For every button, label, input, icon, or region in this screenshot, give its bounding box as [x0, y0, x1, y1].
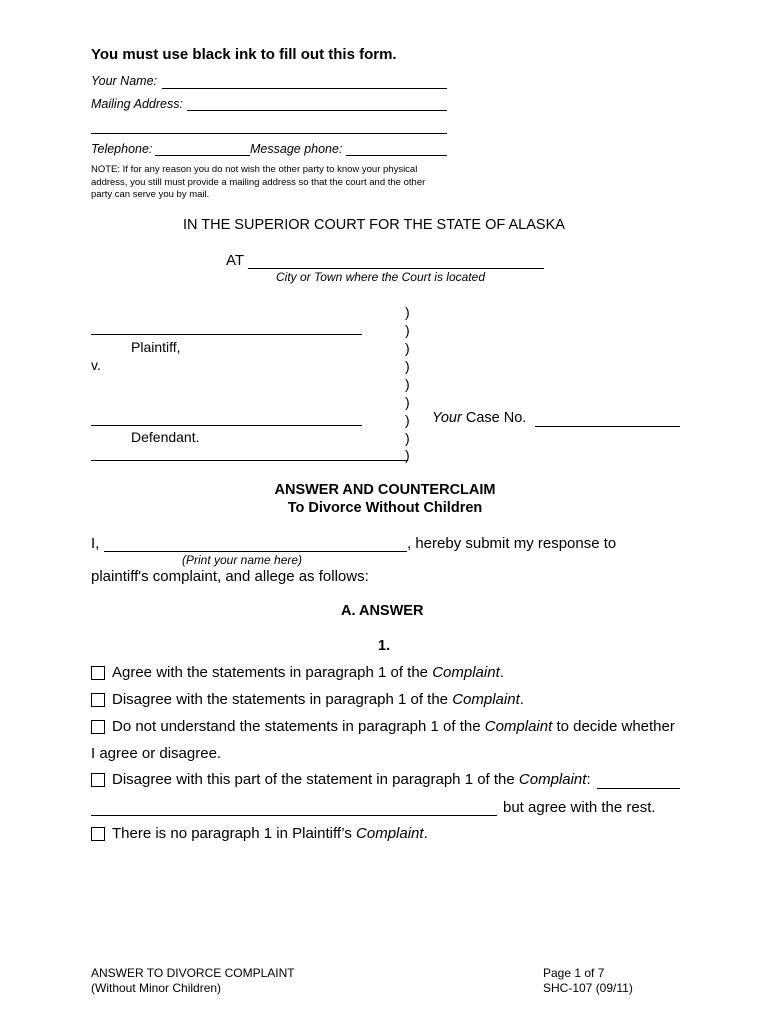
page-number: Page 1 of 7: [543, 966, 605, 980]
footer-left: [91, 966, 295, 996]
not-understand-text: Do not understand the statements in paragraph 1 of the: [112, 718, 485, 735]
ink-notice: You must use black ink to fill out this form.: [91, 46, 397, 63]
court-location-caption: City or Town where the Court is located: [276, 270, 485, 284]
intro-line2: plaintiff's complaint, and allege as follows:: [91, 568, 369, 585]
caption-paren: ): [405, 304, 410, 320]
colon: :: [586, 771, 591, 788]
defendant-name-field[interactable]: [91, 425, 362, 426]
caption-paren: ): [405, 358, 410, 374]
not-understand-line2: I agree or disagree.: [91, 745, 222, 762]
at-label: AT: [226, 252, 245, 269]
mailing-address-field[interactable]: [187, 110, 447, 111]
complaint-word: Complaint: [356, 825, 424, 842]
complaint-word: Complaint: [518, 771, 587, 788]
plaintiff-label: Plaintiff,: [131, 339, 181, 355]
period: .: [423, 825, 428, 842]
form-code: SHC-107 (09/11): [543, 981, 633, 995]
defendant-label: Defendant.: [131, 429, 200, 445]
note-line: NOTE: If for any reason you do not wish the other party to know your physical: [91, 164, 418, 175]
not-understand-checkbox[interactable]: [91, 720, 105, 734]
court-title: IN THE SUPERIOR COURT FOR THE STATE OF ALASKA: [183, 217, 565, 233]
plaintiff-name-field[interactable]: [91, 334, 362, 335]
caption-paren: ): [405, 447, 410, 463]
caption-paren: ): [405, 340, 410, 356]
footer-right: [543, 966, 633, 996]
not-understand-option-label: [112, 718, 675, 735]
agree-checkbox[interactable]: [91, 666, 105, 680]
disagree-checkbox[interactable]: [91, 693, 105, 707]
no-paragraph-checkbox[interactable]: [91, 827, 105, 841]
mailing-address-label: Mailing Address:: [91, 97, 183, 111]
case-number-label: [432, 410, 526, 426]
period: .: [499, 664, 504, 681]
mailing-address-line2-field[interactable]: [91, 133, 447, 134]
your-name-label: Your Name:: [91, 74, 158, 88]
no-paragraph-option-label: [112, 825, 428, 842]
caption-paren: ): [405, 394, 410, 410]
agree-option-label: [112, 664, 504, 681]
note-text: [91, 164, 425, 202]
caption-bottom-rule: [91, 460, 408, 461]
partial-disagree-option-label: [112, 771, 591, 788]
period: .: [519, 691, 524, 708]
caption-paren: ): [405, 376, 410, 392]
section-heading: A. ANSWER: [341, 603, 424, 619]
note-line: address, you still must provide a mailing address so that the court and the other: [91, 176, 426, 188]
respondent-name-field[interactable]: [104, 551, 407, 552]
intro-submit-text: , hereby submit my response to: [407, 535, 617, 552]
case-number-prefix: Your: [432, 410, 462, 426]
partial-disagree-field[interactable]: [597, 788, 680, 789]
partial-disagree-field-line2[interactable]: [91, 815, 497, 816]
not-understand-suffix: to decide whether: [552, 718, 675, 735]
form-subtitle: To Divorce Without Children: [287, 500, 483, 516]
disagree-option-label: [112, 691, 524, 708]
no-paragraph-text: There is no paragraph 1 in Plaintiff’s: [112, 825, 357, 842]
complaint-word: Complaint: [432, 664, 500, 681]
complaint-word: Complaint: [452, 691, 520, 708]
complaint-word: Complaint: [484, 718, 553, 735]
your-name-field[interactable]: [162, 88, 447, 89]
case-number-field[interactable]: [535, 426, 680, 427]
telephone-field[interactable]: [155, 155, 250, 156]
partial-disagree-checkbox[interactable]: [91, 773, 105, 787]
caption-paren: ): [405, 322, 410, 338]
form-title: ANSWER AND COUNTERCLAIM: [274, 482, 496, 498]
partial-disagree-text: Disagree with this part of the statement in paragraph 1 of the: [112, 771, 519, 788]
agree-text: Agree with the statements in paragraph 1 of the: [112, 664, 433, 681]
telephone-label: Telephone:: [91, 142, 153, 156]
versus-label: v.: [91, 357, 101, 373]
message-phone-field[interactable]: [346, 155, 447, 156]
case-number-text: Case No.: [465, 410, 527, 426]
caption-paren: ): [405, 412, 410, 428]
intro-i-label: I,: [91, 535, 100, 552]
partial-agree-rest: but agree with the rest.: [503, 799, 656, 816]
disagree-text: Disagree with the statements in paragraph 1 of the: [112, 691, 453, 708]
court-location-field[interactable]: [248, 268, 544, 269]
footer-form-name: ANSWER TO DIVORCE COMPLAINT: [91, 966, 295, 980]
caption-paren: ): [405, 430, 410, 446]
note-line: party can serve you by mail.: [91, 189, 210, 200]
footer-form-subname: (Without Minor Children): [91, 981, 222, 995]
message-phone-label: Message phone:: [250, 142, 343, 156]
paragraph-number: 1.: [378, 638, 391, 654]
print-name-caption: (Print your name here): [182, 553, 303, 567]
